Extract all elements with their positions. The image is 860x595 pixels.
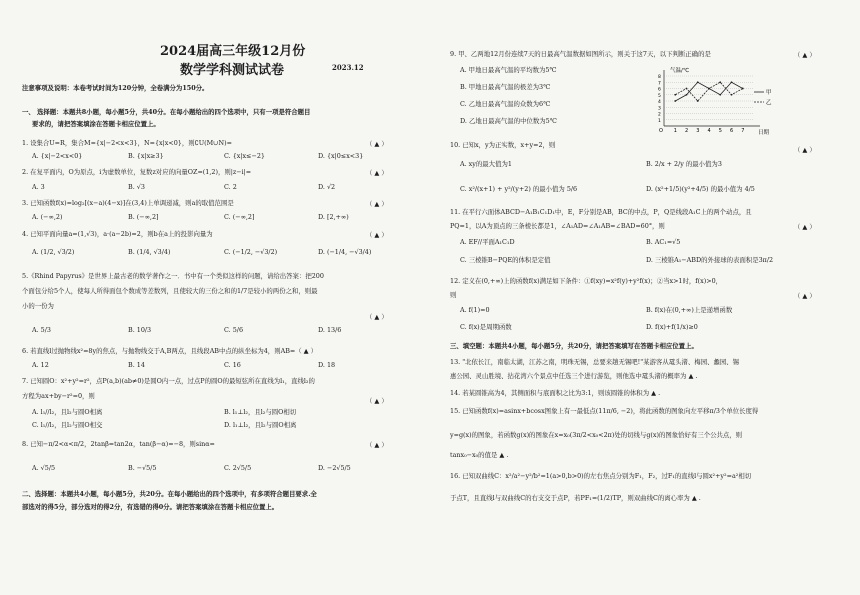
q2-option-c: C. 2 [224, 183, 237, 191]
q4-option-a: A. (1/2, √3/2) [32, 248, 75, 256]
q5-option-d: D. 13/6 [318, 326, 342, 334]
q1-option-c: C. {x|x≤−2} [224, 152, 265, 160]
q4-stem: 4. 已知平面向量a=(1,√3)，a·(a−2b)=2，则b在a上的投影向量为 [22, 230, 213, 238]
q8-answer-mark: （ ▲ ） [366, 441, 388, 449]
chart-point [697, 81, 699, 83]
chart-point [742, 88, 744, 90]
q5-option-b: B. 10/3 [128, 326, 152, 334]
section2-line2: 部选对的得5分，部分选对的得2分，有选错的得0分。请把答案填涂在答题卡相应位置上。 [22, 503, 279, 511]
q15-line3: tanx₀−x₀的值是 ▲ . [450, 451, 509, 459]
q10-stem: 10. 已知x，y为正实数，x+y=2，则 [450, 141, 556, 149]
q11-option-a: A. EF//平面A₁C₁D [460, 238, 515, 246]
chart-x-tick-label: 4 [707, 128, 711, 134]
chart-xlabel: 日期 [758, 130, 770, 136]
q10-option-b: B. 2/x + 2/y 的最小值为3 [646, 160, 722, 168]
q5-option-a: A. 5/3 [32, 326, 51, 334]
chart-x-tick-label: 6 [730, 128, 734, 134]
q13-line2: 惠公园、灵山胜境、拈花湾六个景点中任选三个进行游览，则他选中鼋头渚的概率为 ▲ . [450, 372, 698, 380]
q15-line1: 15. 已知函数f(x)=asinx+bcosx图象上有一最低点(11π/6, −2)，将此函数的图象向左平移π/3个单位长度得 [450, 407, 759, 415]
chart-x-tick-label: 2 [685, 128, 689, 134]
q9-option-b: B. 甲地日最高气温的极差为3℃ [460, 83, 551, 91]
q6-option-b: B. 14 [128, 361, 145, 369]
q10-option-d: D. (x²+1/5)(y²+4/5) 的最小值为 4/5 [646, 185, 755, 193]
q10-option-a: A. xy的最大值为1 [460, 160, 512, 168]
q5-line1: 5.《Rhind Papyrus》是世界上最古老的数学著作之一．书中有一个类似这样的问题，请给出答案：把200 [22, 272, 324, 280]
q12-option-b: B. f(x)在(0,+∞)上是递增函数 [646, 306, 733, 314]
q8-option-b: B. −√5/5 [128, 464, 157, 472]
chart-x-tick-label: 1 [673, 128, 677, 134]
q12-option-a: A. f(1)=0 [460, 306, 490, 314]
q4-option-d: D. (−1/4, −√3/4) [318, 248, 372, 256]
section3-line1: 三、填空题：本题共4小题，每小题5分，共20分，请把答案填写在答题卡相应位置上。 [450, 342, 698, 350]
q5-option-c: C. 5/6 [224, 326, 244, 334]
q1-option-b: B. {x|x≥3} [128, 152, 164, 160]
q8-stem: 8. 已知−π/2<α<π/2，2tanβ=tan2α，tan(β−α)=−8，则sinα= [22, 440, 215, 448]
legend-jia: 甲 [766, 90, 772, 96]
q11-option-c: C. 三棱锥B−PQE的体积是定值 [460, 256, 551, 264]
q5-line3: 小的一份为 [22, 302, 54, 310]
q6-stem: 6. 若直线l过抛物线x²=8y的焦点，与抛物线交于A,B两点，且线段AB中点的纵坐标为4，则AB=（ ▲ ） [22, 347, 318, 355]
q6-option-a: A. 12 [32, 361, 49, 369]
chart-y-tick-label: 7 [658, 81, 661, 87]
chart-series-line-jia [675, 82, 743, 101]
exam-date: 2023.12 [332, 63, 364, 72]
q11-line1: 11. 在平行六面体ABCD−A₁B₁C₁D₁中，E，F分别是AB，BC的中点，P，Q是线段A₁C上的两个动点，且 [450, 208, 752, 216]
q3-option-b: B. (−∞,2] [128, 213, 159, 221]
q2-option-a: A. 3 [32, 183, 45, 191]
q4-option-c: C. (−1/2, −√3/2) [224, 248, 278, 256]
q10-option-c: C. x²/(x+1) + y²/(y+2) 的最小值为 5/6 [460, 185, 578, 193]
q9-option-d: D. 乙地日最高气温的中位数为5℃ [460, 117, 557, 125]
q12-option-c: C. f(x)是周期函数 [460, 323, 512, 331]
exam-notice: 注意事项及说明：本卷考试时间为120分钟，全卷满分为150分。 [22, 84, 209, 92]
q7-option-d: D. l₁⊥l₂，且l₂与圆O相离 [224, 421, 297, 429]
q11-option-b: B. AC₁=√5 [646, 238, 681, 246]
q1-option-d: D. {x|0≤x<3} [318, 152, 364, 160]
section2-line1: 二、选择题：本题共4小题，每小题5分，共20分。在每小题给出的四个选项中，有多项符合题目要求.全 [22, 490, 317, 498]
chart-x-tick-label: 3 [696, 128, 700, 134]
q8-option-a: A. √5/5 [32, 464, 56, 472]
chart-y-tick-label: 1 [658, 118, 661, 124]
exam-title: 2024届高三年级12月份 [160, 44, 306, 59]
q2-option-b: B. √3 [128, 183, 145, 191]
q5-answer-mark: （ ▲ ） [366, 313, 388, 321]
q13-line1: 13. "北依长江，南临太湖，江苏之南，明珠无锡，总要来趟无锡吧!"某游客从鼋头渚、梅园、蠡园、锡 [450, 358, 740, 366]
q8-option-d: D. −2√5/5 [318, 464, 351, 472]
chart-origin-label: O [659, 128, 663, 134]
q7-line2: 方程为ax+by−r²=0，则 [22, 392, 95, 400]
section1-line2: 要求的，请把答案填涂在答题卡相应位置上。 [32, 120, 160, 128]
q12-option-d: D. f(x)+f(1/x)≥0 [646, 323, 698, 331]
chart-point [674, 94, 676, 96]
q3-option-d: D. [2,+∞) [318, 213, 349, 221]
q16-line1: 16. 已知双曲线C：x²/a²−y²/b²=1(a>0,b>0)的左右焦点分别为F₁，F₂，过F₁的直线l与圆x²+y²=a²相切 [450, 472, 752, 480]
q11-option-d: D. 三棱锥A₁−ABD的外接球的表面积是3π/2 [646, 256, 774, 264]
left-column [10, 0, 424, 595]
q2-answer-mark: （ ▲ ） [366, 169, 388, 177]
q1-stem: 1. 设集合U=R，集合M={x|−2<x<3}，N={x|x<0}，则∁U(M∪N)= [22, 139, 232, 147]
q9-option-a: A. 甲地日最高气温的平均数为5℃ [460, 66, 557, 74]
chart-y-tick-label: 2 [658, 112, 661, 118]
chart-point [686, 88, 688, 90]
q12-line1: 12. 定义在(0,+∞)上的函数f(x)满足如下条件：①f(xy)=x²f(y)+y²f(x)；②当x>1时，f(x)>0， [450, 277, 723, 285]
q3-stem: 3. 已知函数f(x)=log₂[(x−a)(4−x)]在(3,4)上单调递减，则a的取值范围是 [22, 199, 234, 207]
chart-x-tick-label: 7 [741, 128, 745, 134]
q7-line1: 7. 已知圆O：x²+y²=r²，点P(a,b)(ab≠0)是圆O内一点，过点P的圆O的最短弦所在直线为l₁，直线l₂的 [22, 377, 315, 385]
q3-option-c: C. (−∞,2] [224, 213, 255, 221]
q7-answer-mark: （ ▲ ） [366, 397, 388, 405]
chart-point [731, 81, 733, 83]
right-column [436, 0, 850, 595]
chart-point [719, 81, 721, 83]
chart-y-tick-label: 3 [658, 106, 661, 112]
q9-answer-mark: （ ▲ ） [794, 51, 816, 59]
q10-answer-mark: （ ▲ ） [794, 146, 816, 154]
chart-x-tick-label: 5 [718, 128, 722, 134]
q7-option-a: A. l₁//l₂，且l₂与圆O相离 [32, 408, 103, 416]
chart-point [697, 100, 699, 102]
q3-option-a: A. (−∞,2) [32, 213, 63, 221]
q4-option-b: B. (1/4, √3/4) [128, 248, 171, 256]
legend-yi: 乙 [766, 100, 772, 106]
q16-line2: 于点T，且直线l与双曲线C的右支交于点P，若PF₁=(1/2)TP，则双曲线C的离心率为 ▲ . [450, 494, 701, 502]
q5-line2: 个面包分给5个人，使每人所得面包个数成等差数列，且使较大的三份之和的1/7是较小的两份之和，则最 [22, 287, 318, 295]
q1-answer-mark: （ ▲ ） [366, 140, 388, 148]
chart-y-tick-label: 8 [658, 75, 661, 80]
q2-option-d: D. √2 [318, 183, 336, 191]
chart-y-tick-label: 6 [658, 87, 661, 93]
q14-line1: 14. 若某圆锥高为4，其侧面积与底面积之比为3:1，则该圆锥的体积为 ▲ . [450, 389, 661, 397]
chart-point [674, 100, 676, 102]
q9-option-c: C. 乙地日最高气温的众数为6℃ [460, 100, 551, 108]
q12-answer-mark: （ ▲ ） [794, 292, 816, 300]
chart-point [731, 94, 733, 96]
q9-stem: 9. 甲、乙两地12月份连续7天的日最高气温数据如图所示，则关于这7天，以下判断正确的是 [450, 50, 711, 58]
q6-option-c: C. 16 [224, 361, 241, 369]
q8-option-c: C. 2√5/5 [224, 464, 252, 472]
q1-option-a: A. {x|−2<x<0} [32, 152, 83, 160]
q6-option-d: D. 18 [318, 361, 336, 369]
chart-point [686, 94, 688, 96]
chart-ylabel: 气温/℃ [670, 68, 690, 74]
section1-line1: 一、 选择题：本题共8小题，每小题5分，共40分。在每小题给出的四个选项中，只有一项是符合题目 [22, 108, 311, 116]
q11-answer-mark: （ ▲ ） [794, 223, 816, 231]
exam-subtitle: 数学学科测试试卷 [180, 63, 285, 78]
chart-y-tick-label: 5 [658, 93, 661, 99]
chart-y-tick-label: 4 [658, 100, 661, 105]
chart-point [708, 88, 710, 90]
q12-line2: 则 [450, 291, 457, 299]
q4-answer-mark: （ ▲ ） [366, 231, 388, 239]
chart-series-line-yi [675, 82, 743, 101]
q9-temperature-chart [654, 64, 779, 136]
chart-point [719, 94, 721, 96]
q3-answer-mark: （ ▲ ） [366, 200, 388, 208]
q2-stem: 2. 在复平面内，O为原点，i为虚数单位，复数z对应的向量OZ=(1,2)，则|z−i|= [22, 168, 252, 176]
q7-option-b: B. l₁⊥l₂，且l₂与圆O相切 [224, 408, 297, 416]
q11-line2: PQ=1，以A为顶点的三条棱长都是1，∠A₁AD=∠A₁AB=∠BAD=60°，则 [450, 222, 665, 230]
q7-option-c: C. l₁//l₂，且l₂与圆O相交 [32, 421, 103, 429]
q15-line2: y=g(x)的图象，若函数g(x)的图象在x=x₀(3π/2<x₀<2π)处的切线与g(x)的图象恰好有三个公共点，则 [450, 431, 743, 439]
